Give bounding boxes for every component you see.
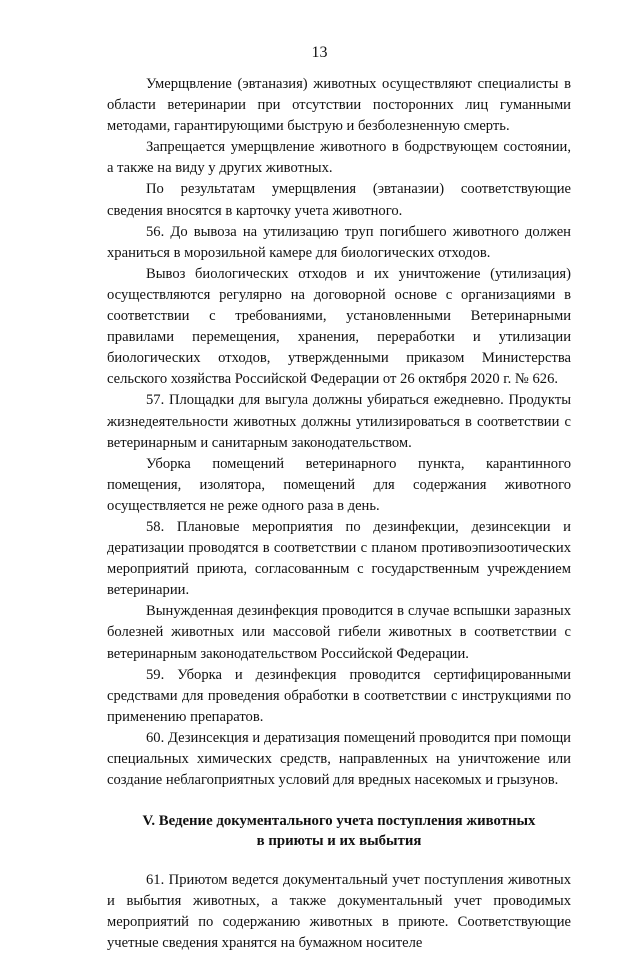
paragraph-record-card: По результатам умерщвления (эвтаназии) соответствующие сведения вносятся в карточку учета животного. [107, 181, 571, 219]
page-number: 13 [311, 44, 328, 61]
paragraph-prohibition: Запрещается умерщвление животного в бодрствующем состоянии, а также на виду у других животных. [107, 139, 571, 177]
paragraph-60: 60. Дезинсекция и дератизация помещений проводится при помощи специальных химических средств, направленных на уничтожение или создание неблагоприятных условий для вредных насекомых и грызунов. [107, 729, 571, 789]
paragraph-euthanasia: Умерщвление (эвтаназия) животных осуществляют специалисты в области ветеринарии при отсутствии посторонних лиц гуманными методами, гарантирующими быструю и безболезненную смерть. [107, 76, 571, 135]
paragraph-forced-disinfection: Вынужденная дезинфекция проводится в случае вспышки заразных болезней животных или массовой гибели животных в соответствии с ветеринарным законодательством Российской Федерации. [107, 603, 571, 662]
section-heading-line-2: в приюты и их выбытия [256, 833, 422, 850]
paragraph-58: 58. Плановые мероприятия по дезинфекции, дезинсекции и дератизации проводятся в соответствии с планом противоэпизоотических мероприятий приюта, согласованным с государственным учреждением ветеринарии. [107, 518, 571, 599]
paragraph-56: 56. До вывоза на утилизацию труп погибшего животного должен храниться в морозильной камере для биологических отходов. [107, 223, 571, 261]
paragraph-cleaning: Уборка помещений ветеринарного пункта, карантинного помещения, изолятора, помещений для содержания животного осуществляется не реже одного раза в день. [107, 455, 571, 514]
paragraph-61: 61. Приютом ведется документальный учет поступления животных и выбытия животных, а также документальный учет проводимых мероприятий по содержанию животных в приюте. Соответствующие учетные сведения хранятся на бумажном носителе [107, 872, 571, 952]
document-body [107, 74, 571, 955]
paragraph-waste-removal: Вывоз биологических отходов и их уничтожение (утилизация) осуществляются регулярно на договорной основе с организациями в соответствии с требованиями, установленными Ветеринарными правилами перемещения, хранения, переработки и утилизации биологических отходов, утвержденными приказом Министерства сельского хозяйства Российской Федерации от 26 октября 2020 г. № 626. [107, 265, 571, 388]
paragraph-59: 59. Уборка и дезинфекция проводится сертифицированными средствами для проведения обработки в соответствии с инструкциями по применению препаратов. [107, 666, 571, 725]
section-heading-line-1: V. Ведение документального учета поступления животных [142, 813, 536, 830]
section-heading [107, 811, 571, 851]
paragraph-57: 57. Площадки для выгула должны убираться ежедневно. Продукты жизнедеятельности животных должны утилизироваться в соответствии с ветеринарным и санитарным законодательством. [107, 392, 571, 451]
